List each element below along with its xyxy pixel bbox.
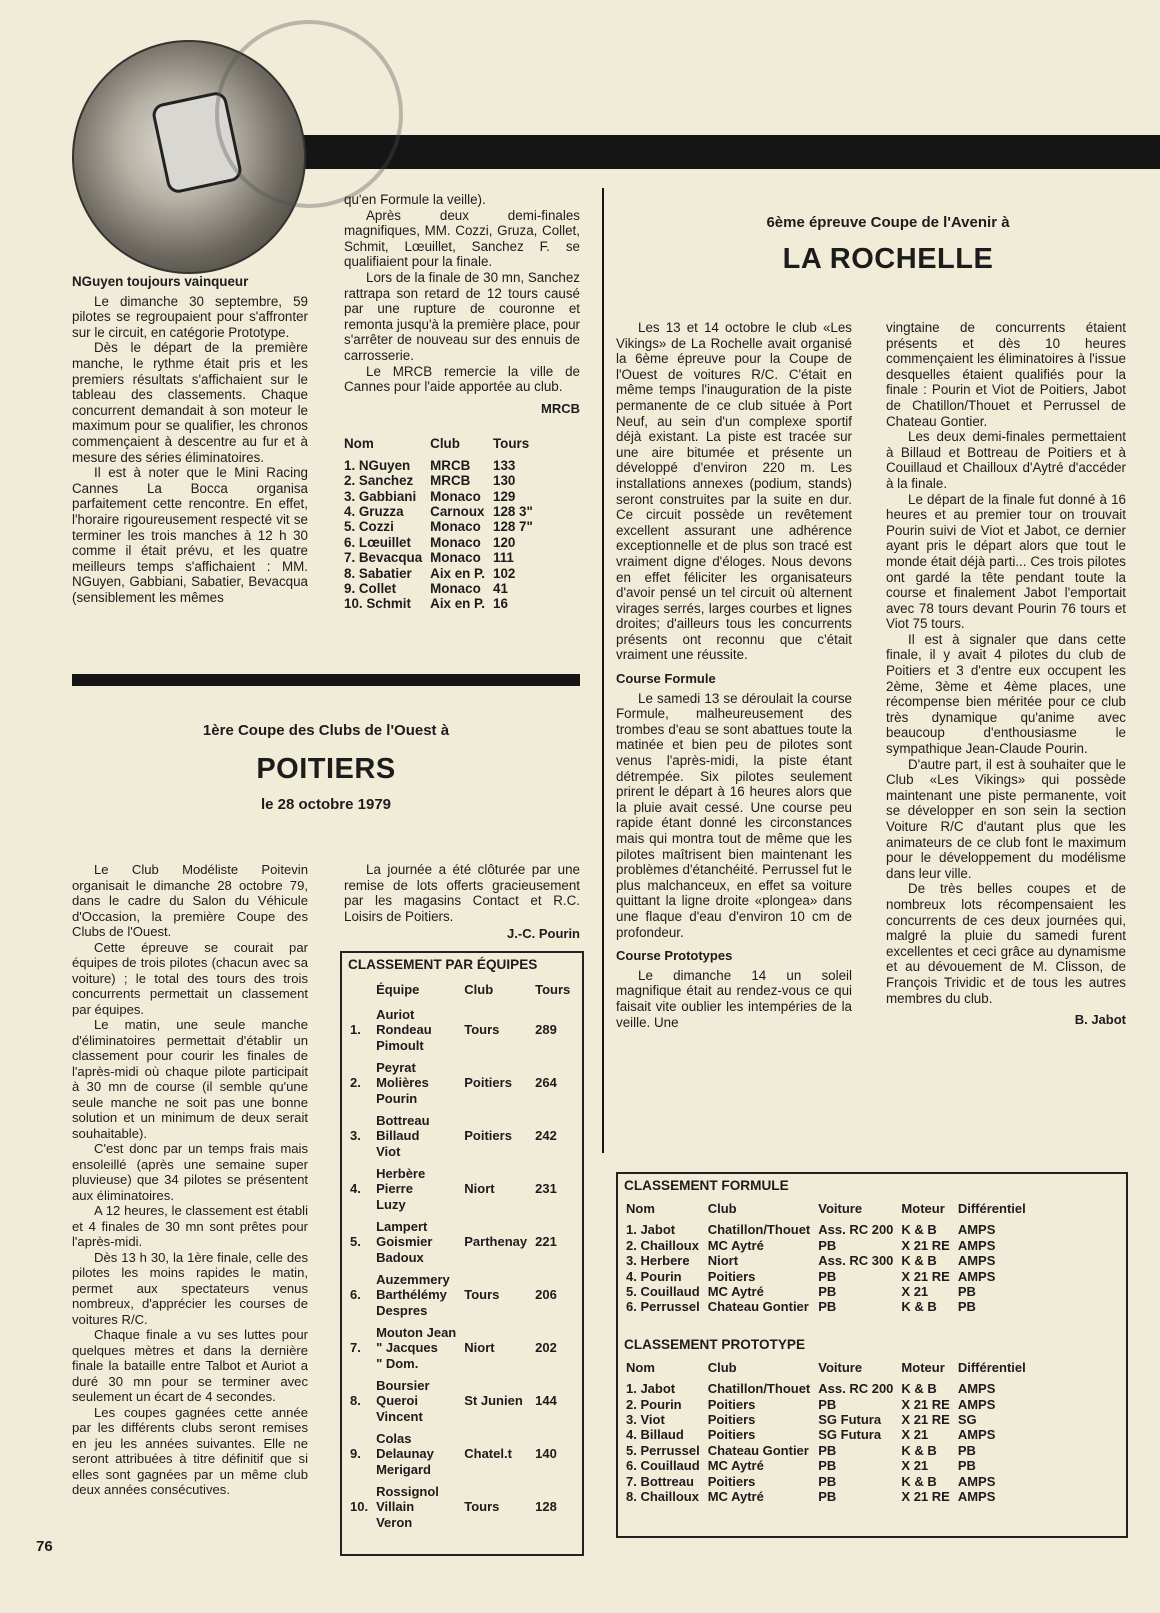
table-cell: 2. Pourin — [626, 1396, 682, 1412]
pilot-name: Pimoult — [376, 1037, 424, 1053]
table-cell: K & B — [901, 1473, 937, 1489]
table-cell: AMPS — [957, 1489, 996, 1505]
table-cell: MRCB — [430, 473, 471, 489]
paragraph: Cette épreuve se courait par équipes de trois pilotes (chacun avec sa voiture) ; le total des tours des trois concurrents permettait un classement par équipes. — [72, 939, 308, 1017]
team-tours: 264 — [535, 1075, 557, 1091]
table-cell: 7. Bottreau — [626, 1473, 694, 1489]
table-cell: 8. Chailloux — [626, 1489, 699, 1505]
pilot-name: Merigard — [376, 1461, 431, 1477]
paragraph: Il est à noter que le Mini Racing Cannes La Bocca organisa parfaitement cette rencontre. En effet, l'horaire rigoureusement respecté vit se terminer les trois manches à 12 h 30 comme il était prévu, et les quatre meilleurs temps s'affichaient : MM. NGuyen, Gabbiani, Sabatier, Bevacqua (sensiblement les mêmes — [72, 465, 308, 605]
table-cell: K & B — [901, 1442, 937, 1458]
teams-ranking-box — [340, 951, 584, 1556]
team-row — [346, 1480, 574, 1533]
team-pilots — [372, 1268, 460, 1321]
team-tours: 144 — [535, 1393, 557, 1409]
paragraph: Les 13 et 14 octobre le club «Les Vikings» de La Rochelle avait organisé la 6ème épreuve pour la Coupe de l'Ouest de voitures R/C. C'était en même temps l'inauguration de la piste permanente de ce club située à Port Neuf, au sein d'un complexe sportif déjà existant. La piste est tracée sur une aire bitumée et présente un développé d'environ 220 m. Les installations annexes (podium, stands) seront construites par la suite en dur. Ce circuit possède un revêtement excellent assurant une adhérence exceptionnelle et de plus son tracé est vraiment digne d'éloges. Nous devons en effet féliciter les organisateurs d'avoir pensé un tel circuit où alternent virages serrés, larges courbes et lignes droites; d'ailleurs tous les concurrents présents ont reconnu que c'était vraiment une réussite. — [616, 320, 852, 663]
pilot-name: Veron — [376, 1514, 413, 1530]
watermark-stamp — [215, 20, 403, 208]
table-cell: 7. Bevacqua — [344, 550, 423, 566]
team-rank: 9. — [350, 1446, 361, 1462]
team-rank: 4. — [350, 1181, 361, 1197]
table-cell: 120 — [493, 534, 516, 550]
team-tours: 128 — [535, 1499, 557, 1515]
rochelle-col2 — [886, 320, 1126, 1028]
table-row — [622, 1238, 1030, 1253]
column-header: Moteur — [901, 1359, 945, 1375]
column-header: Nom — [626, 1201, 655, 1216]
team-pilots — [372, 1109, 460, 1162]
table-cell: PB — [957, 1458, 976, 1474]
team-row — [346, 1427, 574, 1480]
column-header: Nom — [626, 1359, 655, 1375]
column-header: Voiture — [818, 1359, 863, 1375]
section-subheading: Course Formule — [616, 671, 716, 687]
column-header: Nom — [344, 436, 374, 452]
paragraph: C'est donc par un temps frais mais ensoleillé (après une semaine super pluvieuse) que 34 pilotes se présentent aux éliminatoires. — [72, 1141, 308, 1203]
table-cell: PB — [818, 1473, 837, 1489]
pilot-name: Vincent — [376, 1408, 423, 1424]
table-cell: 129 — [493, 488, 516, 504]
table-cell: PB — [818, 1299, 837, 1315]
pilot-name: " Jacques — [376, 1340, 438, 1356]
table-cell: Aix en P. — [430, 596, 485, 612]
cannes-signature: MRCB — [541, 400, 580, 416]
table-cell: 4. Billaud — [626, 1427, 684, 1443]
team-tours: 140 — [535, 1446, 557, 1462]
table-row — [622, 1458, 1030, 1473]
rochelle-results-box — [616, 1172, 1128, 1538]
paragraph: Les deux demi-finales permettaient à Billaud et Bottreau de Poitiers et à Couillaud et Chailloux d'Aytré d'accéder à la finale. — [886, 429, 1126, 491]
poitiers-closing-block — [344, 862, 580, 942]
team-rank: 8. — [350, 1393, 361, 1409]
prototype-title: CLASSEMENT PROTOTYPE — [624, 1336, 806, 1352]
pilot-name: Pourin — [376, 1090, 418, 1106]
team-club: Chatel.t — [464, 1446, 512, 1462]
team-rank: 6. — [350, 1287, 361, 1303]
team-row — [346, 1321, 574, 1374]
pilot-name: Mouton Jean — [376, 1324, 457, 1340]
table-cell: Poitiers — [707, 1473, 756, 1489]
pilot-name: Goismier — [376, 1234, 433, 1250]
team-pilots — [372, 1321, 460, 1374]
team-pilots — [372, 1480, 460, 1533]
poitiers-signature: J.-C. Pourin — [507, 926, 580, 942]
rank-header — [346, 982, 372, 1003]
table-cell: PB — [818, 1396, 837, 1412]
paragraph: Le Club Modéliste Poitevin organisait le dimanche 28 octobre 79, dans le cadre du Salon du Véhicule d'Occasion, la première Coupe des Clubs de l'Ouest. — [72, 862, 308, 939]
table-row — [622, 1397, 1030, 1412]
table-cell: Ass. RC 200 — [818, 1381, 894, 1397]
table-cell: Poitiers — [707, 1412, 756, 1428]
team-pilots — [372, 1215, 460, 1268]
section-subheading: Course Prototypes — [616, 948, 733, 964]
table-row — [622, 1427, 1030, 1442]
table-row — [622, 1474, 1030, 1489]
table-row — [340, 596, 537, 611]
paragraph: De très belles coupes et de nombreux lots récompensaient les concurrents de ces deux journées qui, malgré la pluie du samedi furent excellentes et ceci grâce au dynamisme et au dévouement de M. Clisson, de François Trividic et de tous les autres membres du club. — [886, 881, 1126, 1006]
table-cell: 10. Schmit — [344, 596, 411, 612]
table-cell: 5. Perrussel — [626, 1442, 700, 1458]
table-cell: 5. Cozzi — [344, 519, 394, 535]
table-cell: 3. Viot — [626, 1412, 665, 1428]
team-tours: 289 — [535, 1022, 557, 1038]
table-row — [340, 473, 537, 488]
column-divider — [602, 188, 604, 1153]
table-cell: AMPS — [957, 1396, 996, 1412]
table-cell: Niort — [707, 1253, 739, 1269]
left-section-divider — [72, 674, 580, 686]
table-cell: X 21 RE — [901, 1268, 950, 1284]
table-cell: AMPS — [957, 1237, 996, 1253]
pilot-name: Boursier — [376, 1377, 430, 1393]
table-cell: 4. Pourin — [626, 1268, 682, 1284]
team-rank: 3. — [350, 1128, 361, 1144]
cannes-results-table — [340, 436, 537, 611]
pilot-name: Billaud — [376, 1128, 420, 1144]
formule-title: CLASSEMENT FORMULE — [624, 1178, 789, 1193]
pilot-name: Despres — [376, 1302, 428, 1318]
table-cell: Chatillon/Thouet — [707, 1222, 811, 1238]
team-rank: 1. — [350, 1022, 361, 1038]
table-cell: Ass. RC 300 — [818, 1253, 894, 1269]
rochelle-title: LA ROCHELLE — [782, 243, 994, 275]
team-rank: 5. — [350, 1234, 361, 1250]
table-cell: SG Futura — [818, 1412, 882, 1428]
pilot-name: Badoux — [376, 1249, 424, 1265]
pilot-name: Herbère — [376, 1165, 426, 1181]
table-cell: Aix en P. — [430, 565, 485, 581]
pilot-name: Luzy — [376, 1196, 406, 1212]
table-cell: X 21 — [901, 1427, 929, 1443]
table-cell: Poitiers — [707, 1396, 756, 1412]
table-cell: 41 — [493, 580, 508, 596]
team-club: Poitiers — [464, 1128, 512, 1144]
table-cell: X 21 RE — [901, 1412, 950, 1428]
teams-table — [346, 982, 574, 1533]
team-club: Poitiers — [464, 1075, 512, 1091]
paragraph: Le matin, une seule manche d'éliminatoires permettait d'établir un classement pour courir les finales de l'après-midi où chaque pilote participait à 30 mn de course (il semble qu'une seule manche ne soit pas une bonne solution et un minimum de deux serait souhaitable). — [72, 1017, 308, 1141]
pilot-name: Pierre — [376, 1181, 413, 1197]
table-cell: X 21 RE — [901, 1489, 950, 1505]
table-cell: PB — [957, 1299, 976, 1315]
team-row — [346, 1056, 574, 1109]
paragraph: Dès 13 h 30, la 1ère finale, celle des pilotes les moins rapides le matin, permet aux spectateurs venus nombreux, d'apprécier les courses de voitures R/C. — [72, 1249, 308, 1327]
table-cell: Monaco — [430, 534, 481, 550]
pilot-name: " Dom. — [376, 1355, 419, 1371]
table-cell: K & B — [901, 1222, 937, 1238]
table-cell: MRCB — [430, 457, 471, 473]
table-row — [622, 1253, 1030, 1268]
table-cell: 8. Sabatier — [344, 565, 412, 581]
table-cell: MC Aytré — [707, 1458, 764, 1474]
team-club: Parthenay — [464, 1234, 528, 1250]
paragraph: Chaque finale a vu ses luttes pour quelques mètres et dans la dernière finale la bataille entre Talbot et Auriot a duré 30 mn pour se terminer avec seulement un écart de 4 secondes. — [72, 1327, 308, 1404]
pilot-name: Queroi — [376, 1393, 418, 1409]
table-cell: Monaco — [430, 488, 481, 504]
table-cell: 128 3" — [493, 503, 533, 519]
table-cell: X 21 — [901, 1284, 929, 1300]
paragraph: Dès le départ de la première manche, le rythme était pris et les premiers résultats s'affichaient sur le tableau des classements. Chaque concurrent demandait à son moteur le maximum pour se qualifier, les chronos commençaient à descentre au fur et à mesure des séries éliminatoires. — [72, 340, 308, 465]
table-cell: Monaco — [430, 580, 481, 596]
table-row — [622, 1381, 1030, 1396]
table-cell: 9. Collet — [344, 580, 397, 596]
prototype-table — [622, 1360, 1030, 1505]
poitiers-closing: La journée a été clôturée par une remise de lots offerts gracieusement par les magasins Contact et R.C. Loisirs de Poitiers. — [344, 862, 580, 924]
table-cell: PB — [818, 1458, 837, 1474]
rochelle-col2-first: vingtaine de concurrents étaient présents et dès 10 heures commençaient les éliminatoires à l'issue desquelles étaient qualifiés pour la finale : Pourin et Viot de Poitiers, Jabot de Chatillon/Thouet et Perrussel de Chateau Gontier. — [886, 320, 1126, 429]
table-cell: 1. Jabot — [626, 1222, 676, 1238]
team-club: Tours — [464, 1022, 500, 1038]
paragraph: Le dimanche 30 septembre, 59 pilotes se regroupaient pour s'affronter sur le circuit, en catégorie Prototype. — [72, 293, 308, 340]
poitiers-text — [72, 862, 308, 1498]
table-cell: 4. Gruzza — [344, 503, 404, 519]
rochelle-col1 — [616, 320, 852, 1030]
table-cell: 102 — [493, 565, 516, 581]
table-row — [622, 1489, 1030, 1504]
table-cell: 133 — [493, 457, 516, 473]
pilot-name: Barthélémy — [376, 1287, 447, 1303]
table-cell: 3. Herbere — [626, 1253, 690, 1269]
team-tours: 206 — [535, 1287, 557, 1303]
table-cell: Carnoux — [430, 503, 485, 519]
photo-caption: NGuyen toujours vainqueur — [72, 274, 249, 289]
team-pilots — [372, 1056, 460, 1109]
table-cell: AMPS — [957, 1253, 996, 1269]
table-row — [340, 519, 537, 534]
table-cell: SG Futura — [818, 1427, 882, 1443]
table-row — [340, 550, 537, 565]
column-header: Différentiel — [957, 1201, 1026, 1216]
poitiers-kicker: 1ère Coupe des Clubs de l'Ouest à — [202, 722, 450, 739]
table-row — [340, 535, 537, 550]
team-club: St Junien — [464, 1393, 523, 1409]
paragraph: Le dimanche 14 un soleil magnifique était au rendez-vous ce qui faisait vite oublier les intempéries de la veille. Une — [616, 967, 852, 1030]
table-cell: AMPS — [957, 1473, 996, 1489]
table-cell: 2. Sanchez — [344, 473, 414, 489]
cannes-col2-first: qu'en Formule la veille). — [344, 192, 486, 207]
table-cell: K & B — [901, 1299, 937, 1315]
pilot-name: Rossignol — [376, 1483, 439, 1499]
rochelle-heading — [616, 214, 1160, 276]
team-tours: 231 — [535, 1181, 557, 1197]
table-cell: 111 — [493, 550, 514, 566]
formule-table — [622, 1201, 1030, 1315]
rochelle-kicker: 6ème épreuve Coupe de l'Avenir à — [766, 214, 1010, 231]
pilot-name: Peyrat — [376, 1059, 416, 1075]
table-cell: PB — [818, 1284, 837, 1300]
team-pilots — [372, 1003, 460, 1056]
table-cell: PB — [818, 1237, 837, 1253]
table-cell: PB — [818, 1268, 837, 1284]
table-cell: PB — [957, 1442, 976, 1458]
column-header: Moteur — [901, 1201, 945, 1216]
pilot-name: Auriot — [376, 1006, 415, 1022]
cannes-col2 — [344, 192, 580, 612]
team-row — [346, 1162, 574, 1215]
team-row — [346, 1109, 574, 1162]
rochelle-signature: B. Jabot — [1074, 1012, 1126, 1028]
team-tours: 242 — [535, 1128, 557, 1144]
paragraph: Les coupes gagnées cette année par les différents clubs seront remises en jeu les années suivantes. Elle ne seront attribuées à titre définitif que si elles sont gagnées par un même club deux années consécutives. — [72, 1404, 308, 1497]
team-pilots — [372, 1374, 460, 1427]
paragraph: Le MRCB remercie la ville de Cannes pour l'aide apportée au club. — [344, 363, 580, 395]
table-cell: AMPS — [957, 1268, 996, 1284]
column-header: Voiture — [818, 1201, 863, 1216]
team-pilots — [372, 1427, 460, 1480]
column-header: Tours — [493, 436, 530, 452]
paragraph: Il est à signaler que dans cette finale, il y avait 4 pilotes du club de Poitiers et 3 d'entre eux occupent les 2ème, 3ème et 4ème places, une récompense bien méritée pour ce club très dynamique qu'anime avec beaucoup d'enthousiasme le sympathique Jean-Claude Pourin. — [886, 631, 1126, 757]
table-row — [340, 458, 537, 473]
paragraph: Le samedi 13 se déroulait la course Formule, malheureusement des trombes d'eau se sont abattues toute la matinée et bien peu de pilotes sont venus l'après-midi, la piste étant détrempée. Six pilotes seulement prirent le départ à 16 heures alors que la pluie avait cessé. Une course peu rapide étant donné les circonstances mais qui montra tout de même que les pilotes maîtrisent bien maintenant les problèmes d'étanchéité. Perrussel fut le plus malchanceux, en effet sa voiture quittant la ligne droite «plongea» dans une flaque d'eau d'environ 10 cm de profondeur. — [616, 690, 852, 940]
team-tours: 221 — [535, 1234, 557, 1250]
team-rank: 7. — [350, 1340, 361, 1356]
table-cell: MC Aytré — [707, 1237, 764, 1253]
table-cell: K & B — [901, 1253, 937, 1269]
table-row — [622, 1284, 1030, 1299]
table-row — [622, 1269, 1030, 1284]
table-cell: 6. Perrussel — [626, 1299, 700, 1315]
paragraph: Le départ de la finale fut donné à 16 heures et au premier tour on trouvait Pourin suivi de Viot et Jabot, ce dernier ayant pris le départ alors que tout le monde était déjà parti... Ces trois pilotes ont gardé la tête pendant toute la course et finalement Jabot l'emportait avec 78 tours devant Pourin 76 tours et Viot 75 tours. — [886, 491, 1126, 632]
table-row — [340, 489, 537, 504]
pilot-name: Viot — [376, 1143, 401, 1159]
pilot-name: Rondeau — [376, 1022, 432, 1038]
pilot-name: Bottreau — [376, 1112, 430, 1128]
table-cell: 130 — [493, 473, 516, 489]
table-row — [622, 1222, 1030, 1237]
column-header: Tours — [535, 982, 571, 997]
paragraph: D'autre part, il est à souhaiter que le Club «Les Vikings» qui possède maintenant une piste permanente, voit se développer en son sein la section Voiture R/C d'autant plus que les animateurs de ce club font le maximum pour le développement du modélisme dans leur ville. — [886, 756, 1126, 881]
top-black-bar — [300, 135, 1160, 169]
table-cell: SG — [957, 1412, 977, 1428]
poitiers-title: POITIERS — [256, 753, 396, 785]
table-cell: Monaco — [430, 519, 481, 535]
table-cell: 3. Gabbiani — [344, 488, 417, 504]
table-cell: X 21 RE — [901, 1237, 950, 1253]
column-header: Club — [707, 1359, 737, 1375]
team-club: Niort — [464, 1340, 495, 1356]
column-header: Club — [464, 982, 494, 997]
table-cell: Poitiers — [707, 1427, 756, 1443]
cannes-col1 — [72, 274, 308, 605]
table-cell: X 21 — [901, 1458, 929, 1474]
table-cell: AMPS — [957, 1222, 996, 1238]
table-cell: 16 — [493, 596, 508, 612]
poitiers-date: le 28 octobre 1979 — [260, 796, 392, 813]
table-cell: 128 7" — [493, 519, 533, 535]
table-cell: Poitiers — [707, 1268, 756, 1284]
team-rank: 10. — [350, 1499, 369, 1515]
table-cell: MC Aytré — [707, 1489, 764, 1505]
table-cell: 5. Couillaud — [626, 1284, 700, 1300]
table-cell: 6. Lœuillet — [344, 534, 411, 550]
team-row — [346, 1003, 574, 1056]
pilot-name: Villain — [376, 1499, 415, 1515]
team-club: Niort — [464, 1181, 495, 1197]
table-cell: Chateau Gontier — [707, 1299, 809, 1315]
table-cell: 1. NGuyen — [344, 457, 411, 473]
table-row — [622, 1443, 1030, 1458]
column-header: Club — [430, 436, 460, 452]
table-row — [340, 566, 537, 581]
table-cell: Ass. RC 200 — [818, 1222, 894, 1238]
team-row — [346, 1215, 574, 1268]
paragraph: A 12 heures, le classement est établi et 4 finales de 30 mn sont prêtes pour l'après-midi. — [72, 1203, 308, 1249]
table-cell: PB — [818, 1489, 837, 1505]
column-header: Club — [707, 1201, 737, 1216]
team-tours: 202 — [535, 1340, 557, 1356]
table-cell: Chatillon/Thouet — [707, 1381, 811, 1397]
table-cell: PB — [818, 1442, 837, 1458]
paragraph: Lors de la finale de 30 mn, Sanchez rattrapa son retard de 12 tours causé par une rupture de couronne et remonta jusqu'à la première place, pour s'arrêter de nouveau sur des ennuis de carrosserie. — [344, 269, 580, 363]
table-cell: 6. Couillaud — [626, 1458, 700, 1474]
poitiers-heading — [72, 722, 580, 813]
pilot-name: Auzemmery — [376, 1271, 450, 1287]
team-club: Tours — [464, 1287, 500, 1303]
paragraph: Après deux demi-finales magnifiques, MM. Cozzi, Gruza, Collet, Schmit, Lœuillet, Sanchez F. se qualifiaient pour la finale. — [344, 207, 580, 270]
table-row — [340, 581, 537, 596]
team-row — [346, 1374, 574, 1427]
table-cell: 2. Chailloux — [626, 1237, 699, 1253]
team-rank: 2. — [350, 1075, 361, 1091]
table-cell: 1. Jabot — [626, 1381, 676, 1397]
team-pilots — [372, 1162, 460, 1215]
table-row — [622, 1299, 1030, 1314]
table-cell: PB — [957, 1284, 976, 1300]
table-row — [622, 1412, 1030, 1427]
table-cell: AMPS — [957, 1427, 996, 1443]
table-row — [340, 504, 537, 519]
pilot-name: Lampert — [376, 1218, 428, 1234]
page-number: 76 — [36, 1538, 53, 1555]
column-header: Équipe — [376, 982, 420, 997]
table-cell: K & B — [901, 1381, 937, 1397]
table-cell: AMPS — [957, 1381, 996, 1397]
pilot-name: Molières — [376, 1075, 429, 1091]
table-cell: X 21 RE — [901, 1396, 950, 1412]
table-cell: MC Aytré — [707, 1284, 764, 1300]
table-cell: Chateau Gontier — [707, 1442, 809, 1458]
column-header: Différentiel — [957, 1359, 1026, 1375]
teams-title: CLASSEMENT PAR ÉQUIPES — [348, 957, 538, 972]
team-club: Tours — [464, 1499, 500, 1515]
team-row — [346, 1268, 574, 1321]
pilot-name: Colas — [376, 1430, 412, 1446]
table-cell: Monaco — [430, 550, 481, 566]
pilot-name: Delaunay — [376, 1446, 434, 1462]
